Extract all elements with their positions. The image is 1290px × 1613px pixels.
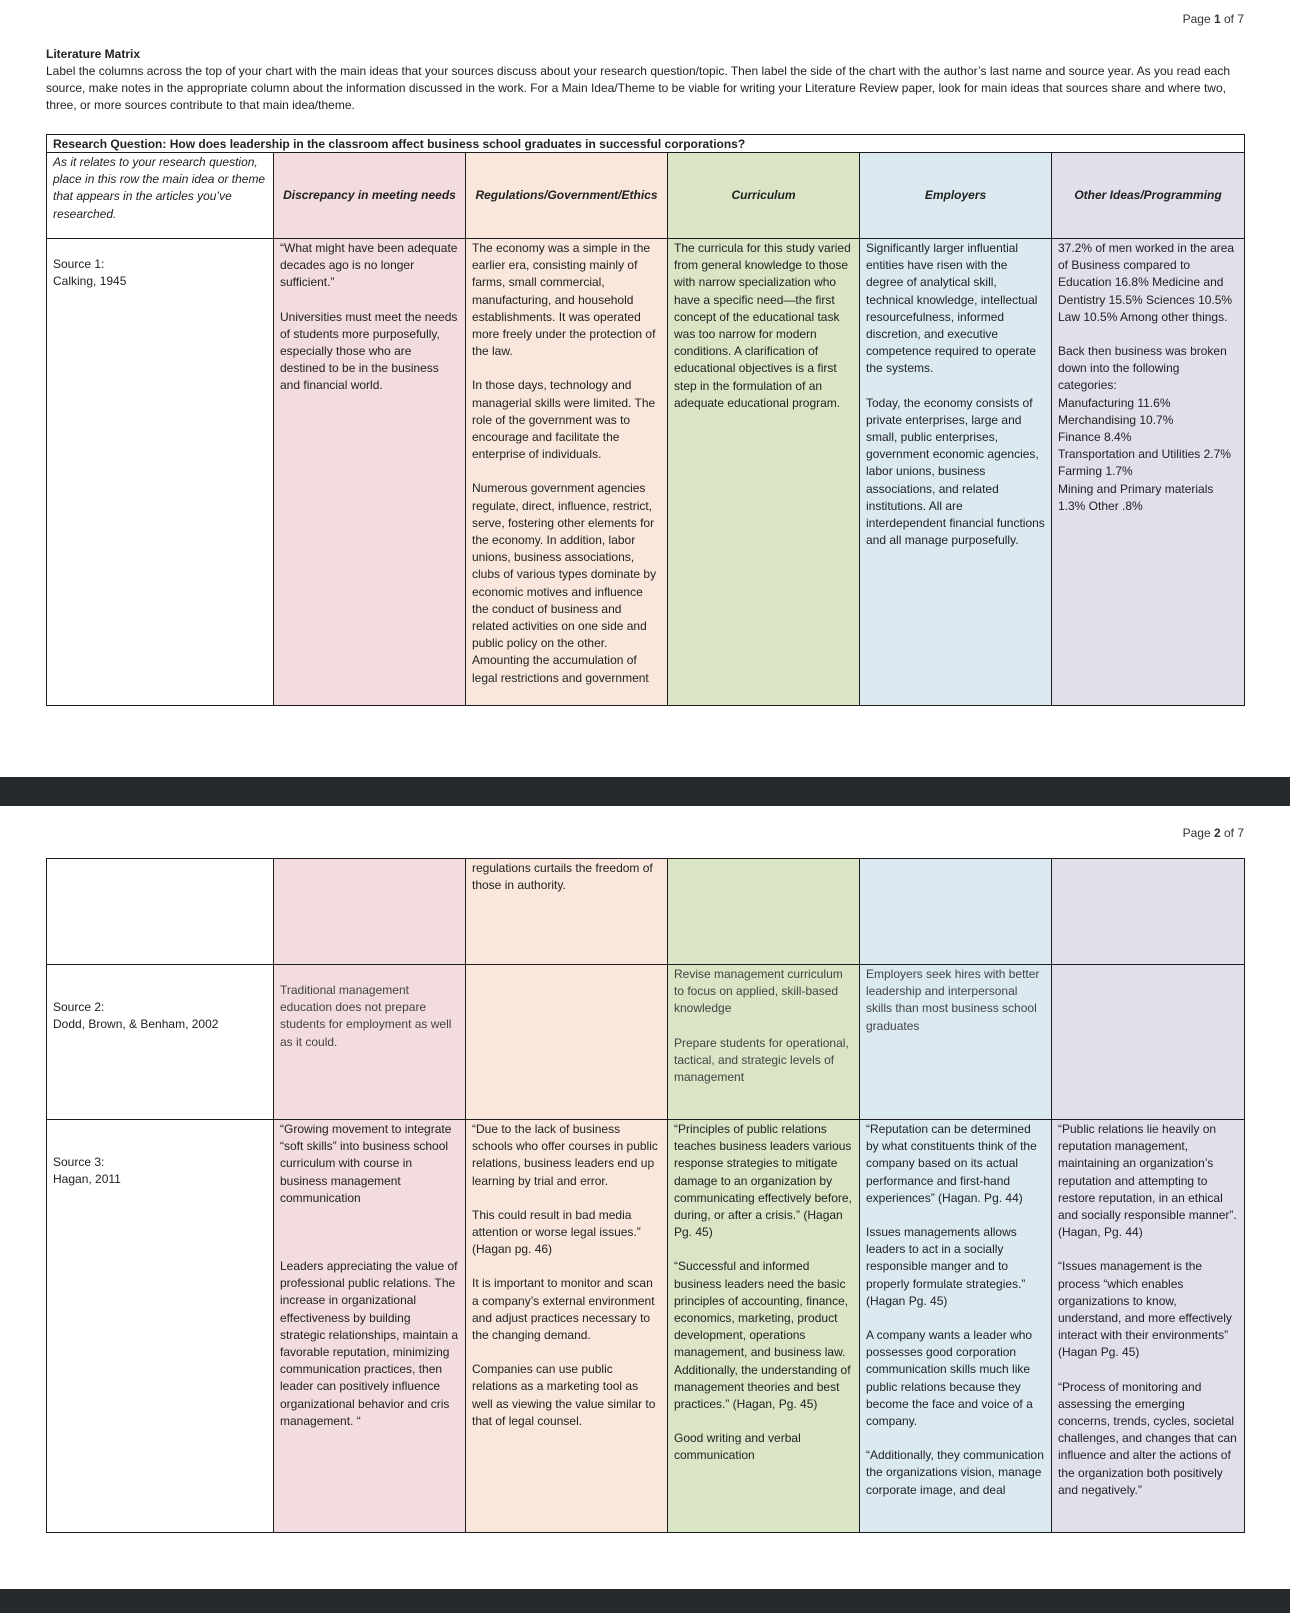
column-header-employers: Employers	[860, 153, 1052, 239]
cell-s3-regulations: “Due to the lack of business schools who offer courses in public relations, business leaders end up learning by trial and error. This could result in bad media attention or worse legal issues.” (Hagan pg. 46) It is important to monitor and scan a company’s external environment and adjust practices necessary to the changing demand. Companies can use public relations as a marketing tool as well as viewing the value similar to that of legal counsel.	[466, 1120, 668, 1533]
cell-s1-regulations: The economy was a simple in the earlier era, consisting mainly of farms, small commercial, manufacturing, and household establishments. It was operated more freely under the protection of the law. In those days, technology and managerial skills were limited. The role of the government was to encourage and facilitate the enterprise of individuals. Numerous government agencies regulate, direct, influence, restrict, serve, fostering other elements for the economy. In addition, labor unions, business associations, clubs of various types dominate by economic motives and influence the conduct of business and related activities on one side and public policy on the other. Amounting the accumulation of legal restrictions and government	[466, 239, 668, 706]
document-title: Literature Matrix	[46, 47, 141, 61]
cell-s1-discrepancy-cont	[274, 859, 466, 965]
page-number: Page 1 of 7	[1182, 12, 1244, 26]
column-header-other-ideas: Other Ideas/Programming	[1052, 153, 1245, 239]
cell-s1-employers-cont	[860, 859, 1052, 965]
cell-s1-source-cont	[47, 859, 274, 965]
cell-s2-regulations	[466, 965, 668, 1120]
cell-s2-discrepancy: Traditional management education does not prepare students for employment as well as it could.	[274, 965, 466, 1120]
column-header-curriculum: Curriculum	[668, 153, 860, 239]
page-divider	[0, 1589, 1290, 1613]
cell-s1-curriculum: The curricula for this study varied from general knowledge to those with narrow specialization who have a specific need—the first concept of the educational task was too narrow for modern conditions. A clarification of educational objectives is a first step in the formulation of an adequate educational program.	[668, 239, 860, 706]
cell-s1-employers: Significantly larger influential entities have risen with the degree of analytical skill, technical knowledge, intellectual resourcefulness, informed discretion, and executive competence required to operate the systems. Today, the economy consists of private enterprises, large and small, public enterprises, government economic agencies, labor unions, business associations, and related institutions. All are interdependent financial functions and all manage purposefully.	[860, 239, 1052, 706]
column-header-regulations: Regulations/Government/Ethics	[466, 153, 668, 239]
literature-matrix-page-2	[46, 858, 1245, 1533]
cell-s1-regulations-cont: regulations curtails the freedom of those in authority.	[466, 859, 668, 965]
page-number: Page 2 of 7	[1182, 826, 1244, 840]
cell-s2-curriculum: Revise management curriculum to focus on applied, skill-based knowledge Prepare students for operational, tactical, and strategic levels of management	[668, 965, 860, 1120]
cell-s3-other: “Public relations lie heavily on reputation management, maintaining an organization’s reputation and attempting to restore reputation, in an ethical and socially responsible manner”. (Hagan, Pg. 44) “Issues management is the process “which enables organizations to know, understand, and more effectively interact with their environments” (Hagan Pg. 45) “Process of monitoring and assessing the emerging concerns, trends, cycles, societal challenges, and changes that can influence and alter the actions of the organization both positively and negatively.”	[1052, 1120, 1245, 1533]
cell-s3-employers: “Reputation can be determined by what constituents think of the company based on its actual performance and first-hand experiences” (Hagan. Pg. 44) Issues managements allows leaders to act in a socially responsible manger and to properly formulate strategies.” (Hagan Pg. 45) A company wants a leader who possesses good corporation communication skills much like public relations because they become the face and voice of a company. “Additionally, they communication the organizations vision, manage corporate image, and deal	[860, 1120, 1052, 1533]
cell-s3-curriculum: “Principles of public relations teaches business leaders various response strategies to mitigate damage to an organization by communicating effectively before, during, or after a crisis.” (Hagan Pg. 45) “Successful and informed business leaders need the basic principles of accounting, finance, economics, marketing, product development, operations management, and business law. Additionally, the understanding of management theories and best practices.” (Hagan, Pg. 45) Good writing and verbal communication	[668, 1120, 860, 1533]
source-label: Source 2: Dodd, Brown, & Benham, 2002	[47, 965, 274, 1120]
instructions-text: Label the columns across the top of your chart with the main ideas that your sources discuss about your research question/topic. Then label the side of the chart with the author’s last name and source year. As you read each source, make notes in the appropriate column about the information discussed in the work. For a Main Idea/Theme to be viable for writing your Literature Review paper, look for main ideas that sources share and where two, three, or more sources contribute to that main idea/theme.	[46, 64, 1231, 112]
header-instruction: As it relates to your research question, place in this row the main idea or theme that appears in the articles you’ve researched.	[47, 153, 274, 239]
research-question: Research Question: How does leadership in the classroom affect business school graduates in successful corporations?	[47, 135, 1245, 153]
cell-s2-employers: Employers seek hires with better leadership and interpersonal skills than most business school graduates	[860, 965, 1052, 1120]
intro-section	[46, 46, 1246, 114]
cell-s1-other-cont	[1052, 859, 1245, 965]
literature-matrix-page-1	[46, 134, 1245, 706]
column-header-discrepancy: Discrepancy in meeting needs	[274, 153, 466, 239]
cell-s3-discrepancy: “Growing movement to integrate “soft skills” into business school curriculum with course in business management communication Leaders appreciating the value of professional public relations. The increase in organizational effectiveness by building strategic relationships, maintain a favorable reputation, minimizing communication practices, then leader can positively influence organizational behavior and cris management. “	[274, 1120, 466, 1533]
cell-s2-other	[1052, 965, 1245, 1120]
cell-s1-curriculum-cont	[668, 859, 860, 965]
cell-s1-discrepancy: “What might have been adequate decades ago is no longer sufficient.” Universities must meet the needs of students more purposefully, especially those who are destined to be in the business and financial world.	[274, 239, 466, 706]
cell-s1-other: 37.2% of men worked in the area of Business compared to Education 16.8% Medicine and Dentistry 15.5% Sciences 10.5% Law 10.5% Among other things. Back then business was broken down into the following categories: Manufacturing 11.6% Merchandising 10.7% Finance 8.4% Transportation and Utilities 2.7% Farming 1.7% Mining and Primary materials 1.3% Other .8%	[1052, 239, 1245, 706]
source-label: Source 3: Hagan, 2011	[47, 1120, 274, 1533]
page-divider	[0, 777, 1290, 806]
source-label: Source 1: Calking, 1945	[47, 239, 274, 706]
